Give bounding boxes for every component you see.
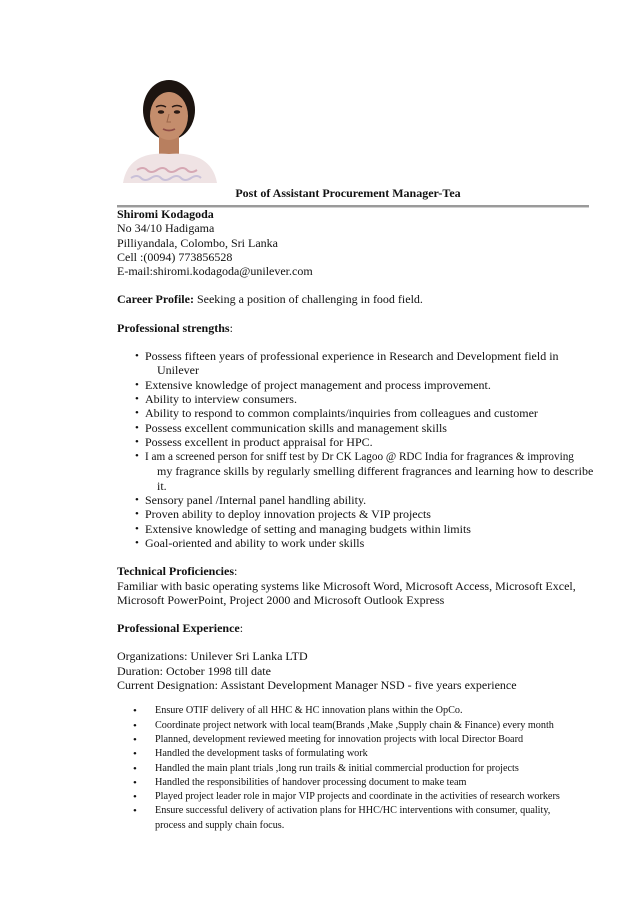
profile-photo xyxy=(117,70,222,183)
list-item-text: Possess excellent in product appraisal for HPC. xyxy=(145,434,373,449)
list-item-text: Handled the responsibilities of handover processing document to make team xyxy=(155,776,467,788)
list-item-text: Sensory panel /Internal panel handling ability. xyxy=(145,493,367,508)
list-item xyxy=(145,421,597,435)
strengths-heading-text: Professional strengths xyxy=(117,320,230,335)
list-item-text: process and supply chain focus. xyxy=(155,819,285,831)
list-item-text: Ensure successful delivery of activation plans for HHC/HC interventions with consumer, quality, xyxy=(155,805,551,817)
technical-line-2: Microsoft PowerPoint, Project 2000 and Microsoft Outlook Express xyxy=(117,592,445,607)
organization: Organizations: Unilever Sri Lanka LTD xyxy=(117,649,308,664)
list-item-text: Possess excellent communication skills and management skills xyxy=(145,420,447,435)
list-item xyxy=(145,493,597,507)
address-line-2: Pilliyandala, Colombo, Sri Lanka xyxy=(117,235,278,250)
list-item-text: Unilever xyxy=(157,363,199,378)
list-item xyxy=(145,349,597,378)
strengths-heading xyxy=(117,321,597,335)
list-item xyxy=(155,704,597,718)
duration: Duration: October 1998 till date xyxy=(117,663,271,678)
experience-heading-text: Professional Experience xyxy=(117,621,240,636)
list-item-text: Ensure OTIF delivery of all HHC & HC innovation plans within the OpCo. xyxy=(155,705,463,717)
list-item-text: Handled the main plant trials ,long run trails & initial commercial production for projects xyxy=(155,762,519,774)
technical-heading xyxy=(117,564,597,578)
technical-heading-text: Technical Proficiencies xyxy=(117,564,234,579)
list-item xyxy=(155,762,597,776)
designation: Current Designation: Assistant Development Manager NSD - five years experience xyxy=(117,678,517,693)
list-item xyxy=(155,719,597,733)
list-item xyxy=(145,536,597,550)
list-item xyxy=(155,733,597,747)
career-profile xyxy=(117,292,597,306)
list-item-text: Coordinate project network with local team(Brands ,Make ,Supply chain & Finance) every month xyxy=(155,719,554,731)
technical-heading-colon: : xyxy=(233,564,238,579)
address-line-1: No 34/10 Hadigama xyxy=(117,221,215,236)
list-item-text: Goal-oriented and ability to work under skills xyxy=(145,535,365,550)
list-item-text: Extensive knowledge of setting and managing budgets within limits xyxy=(145,521,471,536)
list-item-text: Planned, development reviewed meeting for innovation projects with local Director Board xyxy=(155,733,524,745)
email-address: E-mail:shiromi.kodagoda@unilever.com xyxy=(117,264,313,279)
list-item-text: Extensive knowledge of project management and process improvement. xyxy=(145,377,491,392)
career-profile-label: Career Profile: xyxy=(117,292,194,307)
strengths-list xyxy=(117,349,597,550)
list-item xyxy=(155,790,597,804)
experience-heading-colon: : xyxy=(239,621,244,636)
post-title: Post of Assistant Procurement Manager-Tea xyxy=(235,186,461,200)
list-item xyxy=(145,392,597,406)
experience-heading xyxy=(117,621,597,635)
list-item-text: Played project leader role in major VIP projects and coordinate in the activities of research workers xyxy=(155,791,560,803)
list-item-text: Ability to interview consumers. xyxy=(145,391,297,406)
list-item-text: it. xyxy=(157,478,167,493)
list-item xyxy=(145,406,597,420)
list-item xyxy=(145,449,597,493)
list-item-text: Handled the development tasks of formulating work xyxy=(155,748,368,760)
list-item-text: Proven ability to deploy innovation projects & VIP projects xyxy=(145,507,431,522)
strengths-heading-colon: : xyxy=(229,320,233,335)
list-item-text: Ability to respond to common complaints/inquiries from colleagues and customer xyxy=(145,406,538,421)
applicant-name: Shiromi Kodagoda xyxy=(117,207,214,221)
career-profile-text: Seeking a position of challenging in food field. xyxy=(193,292,423,307)
technical-line-1: Familiar with basic operating systems like Microsoft Word, Microsoft Access, Microsoft Excel, xyxy=(117,578,576,593)
list-item xyxy=(145,435,597,449)
duties-list xyxy=(117,704,597,833)
list-item-text: Possess fifteen years of professional experience in Research and Development field in xyxy=(145,349,559,364)
list-item xyxy=(145,378,597,392)
list-item xyxy=(155,747,597,761)
list-item-text: my fragrance skills by regularly smelling different fragrances and learning how to describe xyxy=(157,464,594,479)
list-item xyxy=(145,522,597,536)
list-item xyxy=(155,804,597,833)
cell-number: Cell :(0094) 773856528 xyxy=(117,249,233,264)
list-item xyxy=(155,776,597,790)
resume-body xyxy=(117,207,597,833)
list-item xyxy=(145,507,597,521)
list-item-text: I am a screened person for sniff test by Dr CK Lagoo @ RDC India for fragrances & improving xyxy=(145,451,574,464)
